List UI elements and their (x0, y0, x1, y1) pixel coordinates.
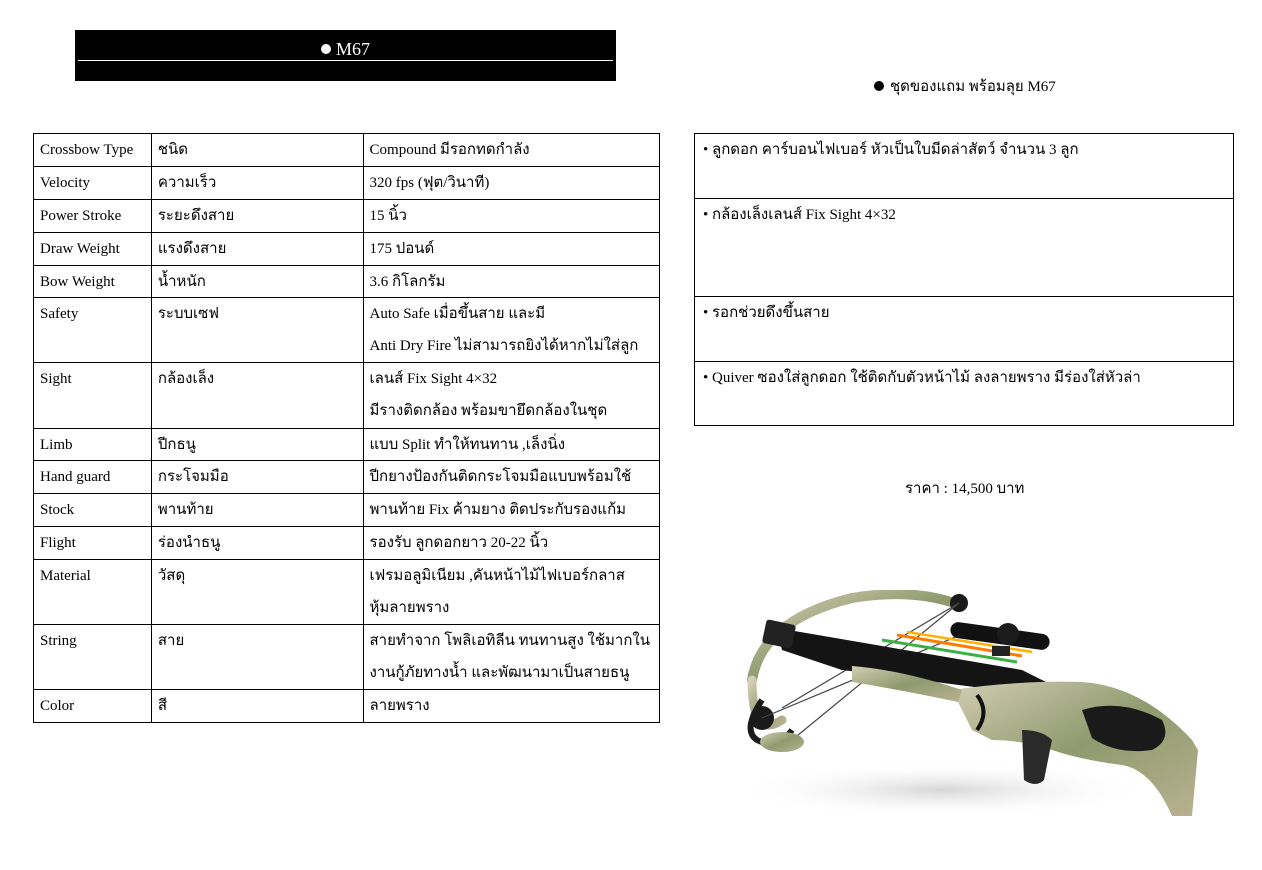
table-row (695, 199, 1234, 297)
spec-value: 175 ปอนด์ (363, 233, 659, 266)
extras-heading (874, 74, 1056, 98)
spec-label-th: กระโจมมือ (151, 461, 363, 494)
table-row (34, 200, 660, 233)
price-label: ราคา : 14,500 บาท (905, 481, 1025, 497)
table-row (34, 233, 660, 266)
spec-label-en: Stock (34, 494, 152, 527)
bullet-icon (321, 44, 331, 54)
table-row (34, 363, 660, 429)
spec-value: 15 นิ้ว (363, 200, 659, 233)
spec-label-th: ปีกธนู (151, 429, 363, 461)
table-row (34, 494, 660, 527)
spec-value: Compound มีรอกทดกำลัง (363, 134, 659, 167)
spec-value: รองรับ ลูกดอกยาว 20-22 นิ้ว (363, 527, 659, 560)
spec-label-th: วัสดุ (151, 560, 363, 625)
spec-label-en: Safety (34, 298, 152, 363)
title-banner (75, 30, 616, 81)
table-row (695, 134, 1234, 199)
spec-label-th: ระยะดึงสาย (151, 200, 363, 233)
spec-label-en: Draw Weight (34, 233, 152, 266)
spec-label-th: ระบบเซฟ (151, 298, 363, 363)
spec-label-th: กล้องเล็ง (151, 363, 363, 429)
spec-value: 320 fps (ฟุต/วินาที) (363, 167, 659, 200)
spec-label-en: Velocity (34, 167, 152, 200)
extras-item: • ลูกดอก คาร์บอนไฟเบอร์ หัวเป็นใบมีดล่าสัตว์ จำนวน 3 ลูก (695, 134, 1234, 199)
spec-value: ปีกยางป้องกันติดกระโจมมือแบบพร้อมใช้ (363, 461, 659, 494)
table-row (34, 625, 660, 690)
spec-value: แบบ Split ทำให้ทนทาน ,เล็งนิ่ง (363, 429, 659, 461)
extras-item: • กล้องเล็งเลนส์ Fix Sight 4×32 (695, 199, 1234, 297)
spec-label-th: แรงดึงสาย (151, 233, 363, 266)
extras-heading-text: ชุดของแถม พร้อมลุย M67 (890, 79, 1056, 95)
extras-table (694, 133, 1234, 426)
spec-label-en: Color (34, 690, 152, 723)
table-row (34, 690, 660, 723)
spec-label-th: สี (151, 690, 363, 723)
extras-item: • Quiver ซองใส่ลูกดอก ใช้ติดกับตัวหน้าไม้ ลงลายพราง มีร่องใส่หัวล่า (695, 362, 1234, 426)
spec-table (33, 133, 660, 723)
spec-label-en: Limb (34, 429, 152, 461)
table-row (34, 298, 660, 363)
spec-value: เฟรมอลูมิเนียม ,คันหน้าไม้ไฟเบอร์กลาส หุ้มลายพราง (363, 560, 659, 625)
spec-label-en: Hand guard (34, 461, 152, 494)
bullet-icon (874, 81, 884, 91)
spec-label-th: สาย (151, 625, 363, 690)
spec-value: พานท้าย Fix ค้ามยาง ติดประกับรองแก้ม (363, 494, 659, 527)
spec-label-th: พานท้าย (151, 494, 363, 527)
spec-label-en: Power Stroke (34, 200, 152, 233)
spec-label-en: Crossbow Type (34, 134, 152, 167)
table-row (34, 461, 660, 494)
table-row (34, 266, 660, 298)
table-row (695, 297, 1234, 362)
spec-value: Auto Safe เมื่อขึ้นสาย และมี Anti Dry Fire ไม่สามารถยิงได้หากไม่ใส่ลูก (363, 298, 659, 363)
page-title (75, 39, 616, 60)
spec-label-en: Bow Weight (34, 266, 152, 298)
spec-label-th: ชนิด (151, 134, 363, 167)
crossbow-image (722, 590, 1208, 822)
spec-value: สายทำจาก โพลิเอทิลีน ทนทานสูง ใช้มากใน งานกู้ภัยทางน้ำ และพัฒนามาเป็นสายธนู (363, 625, 659, 690)
table-row (695, 362, 1234, 426)
spec-value: 3.6 กิโลกรัม (363, 266, 659, 298)
table-row (34, 167, 660, 200)
spec-label-en: Material (34, 560, 152, 625)
table-row (34, 527, 660, 560)
title-underline (78, 60, 613, 61)
spec-label-en: Flight (34, 527, 152, 560)
spec-value: ลายพราง (363, 690, 659, 723)
spec-label-th: ความเร็ว (151, 167, 363, 200)
model-name: M67 (335, 39, 370, 59)
spec-label-th: ร่องนำธนู (151, 527, 363, 560)
table-row (34, 134, 660, 167)
extras-item: • รอกช่วยดึงขึ้นสาย (695, 297, 1234, 362)
table-row (34, 429, 660, 461)
spec-label-en: Sight (34, 363, 152, 429)
spec-label-en: String (34, 625, 152, 690)
spec-value: เลนส์ Fix Sight 4×32 มีรางติดกล้อง พร้อมขายึดกล้องในชุด (363, 363, 659, 429)
spec-label-th: น้ำหนัก (151, 266, 363, 298)
table-row (34, 560, 660, 625)
